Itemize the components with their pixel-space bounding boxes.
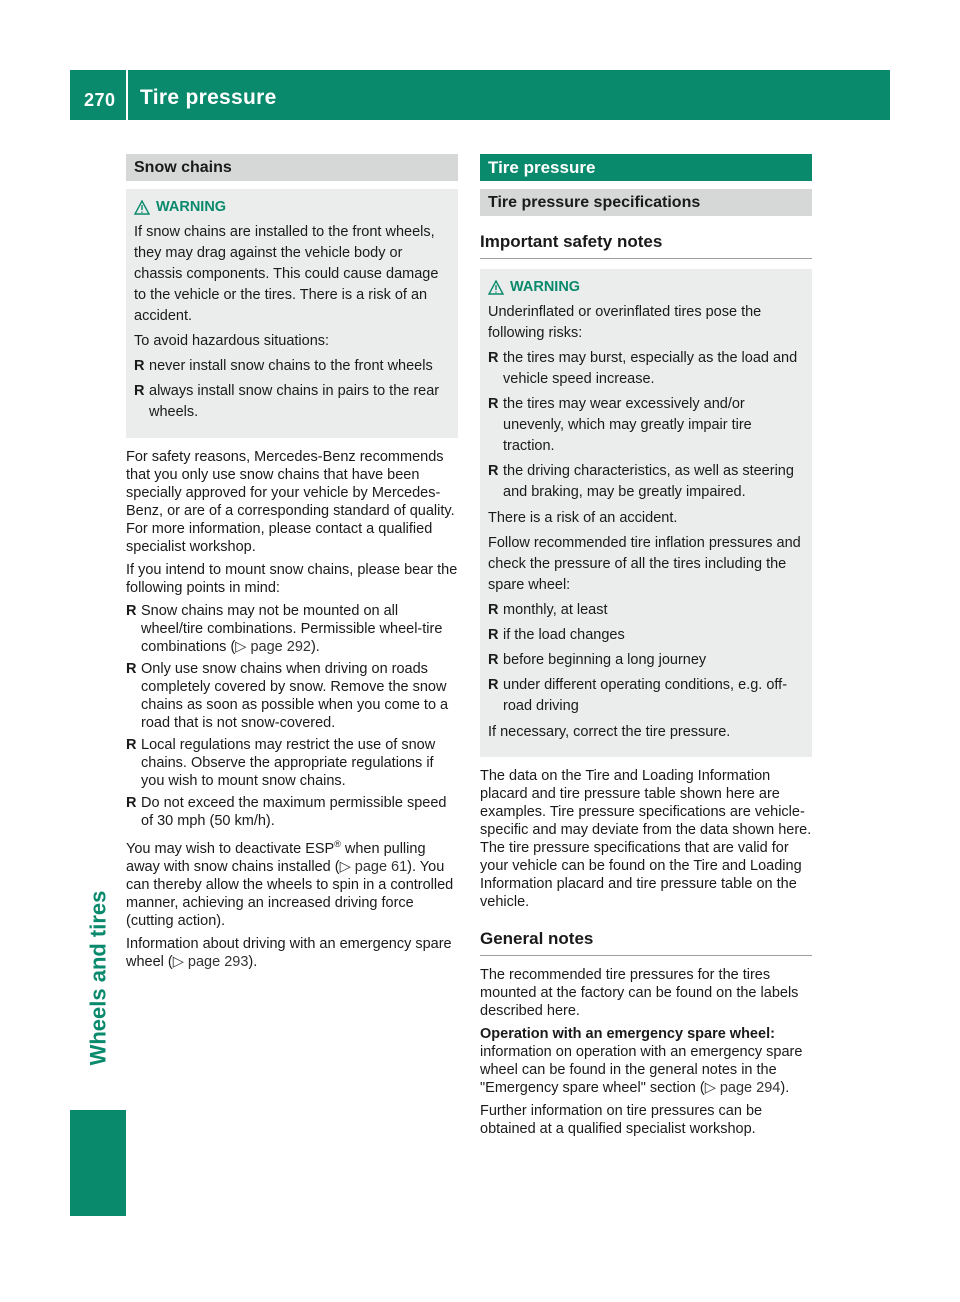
page-number: 270 (84, 90, 116, 110)
list-item: R the tires may wear excessively and/or unevenly, which may greatly impair tire traction. (488, 396, 752, 454)
page-title: Tire pressure (140, 86, 277, 109)
list-item: R Only use snow chains when driving on roads completely covered by snow. Remove the snow chains as soon as possible when you come to a road that is not snow-covered. (126, 661, 449, 731)
body-paragraph: Information about driving with an emergency spare wheel (▷ page 293). (126, 935, 452, 970)
warning-heading (134, 197, 450, 218)
left-column (126, 154, 458, 976)
warning-list (488, 348, 804, 503)
warning-text: Follow recommended tire inflation pressures and check the pressure of all the tires including the spare wheel: (488, 535, 801, 593)
body-paragraph: Operation with an emergency spare wheel: information on operation with an emergency spare wheel can be found in the general notes in the "Emergency spare wheel" section (▷ page 294). (480, 1026, 803, 1096)
warning-text: To avoid hazardous situations: (134, 333, 330, 349)
warning-text: If snow chains are installed to the front wheels, they may drag against the vehicle body or chassis components. This could cause damage to the vehicle or the tires. There is a risk of an accident. (134, 224, 439, 324)
chapter-tab (70, 1110, 126, 1216)
warning-text: There is a risk of an accident. (488, 510, 678, 526)
heading-important-safety-notes: Important safety notes (480, 224, 812, 259)
page-reference-link[interactable]: ▷ page 293 (172, 953, 249, 970)
section-title-tire-pressure: Tire pressure (480, 154, 812, 181)
page-reference-link[interactable]: ▷ page 61 (339, 858, 408, 875)
list-item: R before beginning a long journey (488, 652, 707, 668)
list-item: R never install snow chains to the front wheels (134, 358, 433, 374)
subsection-title-specifications: Tire pressure specifications (480, 189, 812, 216)
list-item: R Local regulations may restrict the use of snow chains. Observe the appropriate regulations if you wish to mount snow chains. (126, 737, 436, 789)
body-paragraph: The recommended tire pressures for the tires mounted at the factory can be found on the labels described here. (480, 967, 799, 1019)
list-item: R always install snow chains in pairs to the rear wheels. (134, 383, 440, 420)
section-title-snow-chains: Snow chains (126, 154, 458, 181)
chapter-side-label (80, 858, 116, 1098)
list-item: R Snow chains may not be mounted on all wheel/tire combinations. Permissible wheel-tire combinations (▷ page 292). (126, 603, 443, 655)
list-item: R the tires may burst, especially as the load and vehicle speed increase. (488, 350, 798, 387)
warning-text: If necessary, correct the tire pressure. (488, 724, 731, 740)
heading-general-notes: General notes (480, 921, 812, 956)
list-item: R under different operating conditions, e.g. off-road driving (488, 677, 788, 714)
body-paragraph: Further information on tire pressures can be obtained at a qualified specialist workshop. (480, 1103, 763, 1137)
list-item: R the driving characteristics, as well as steering and braking, may be greatly impaired. (488, 463, 794, 500)
body-paragraph: For safety reasons, Mercedes-Benz recommends that you only use snow chains that have been specially approved for your vehicle by Mercedes-Benz, or are of a corresponding standard of quality. For more information, please contact a qualified specialist workshop. (126, 449, 455, 555)
warning-list (134, 356, 450, 423)
warning-label: WARNING (510, 279, 581, 295)
points-list (126, 602, 458, 830)
page-reference-link[interactable]: ▷ page 294 (704, 1080, 781, 1096)
list-item: R if the load changes (488, 627, 625, 643)
body-paragraph: The data on the Tire and Loading Information placard and tire pressure table shown here are examples. Tire pressure specifications are vehicle-specific and may deviate from the data shown here. The tire pressure specifications that are valid for your vehicle can be found on the Tire and Loading Information placard and tire pressure table on the vehicle. (480, 768, 812, 910)
warning-triangle-icon (488, 280, 504, 295)
right-column (480, 154, 812, 1143)
warning-box-snow-chains (126, 189, 458, 438)
header-divider (126, 70, 128, 120)
warning-heading (488, 277, 804, 298)
body-paragraph: You may wish to deactivate ESP® when pulling away with snow chains installed (▷ page 61). You can thereby allow the wheels to spin in a controlled manner, achieving an increased driving force (cutting action). (126, 839, 454, 929)
page-reference-link[interactable]: ▷ page 292 (235, 639, 311, 655)
list-item: R Do not exceed the maximum permissible speed of 30 mph (50 km/h). (126, 795, 447, 829)
chapter-side-label-text: Wheels and tires (85, 890, 110, 1066)
body-paragraph: If you intend to mount snow chains, please bear the following points in mind: (126, 562, 458, 596)
warning-text: Underinflated or overinflated tires pose the following risks: (488, 304, 762, 341)
list-item: R monthly, at least (488, 602, 608, 618)
warning-triangle-icon (134, 200, 150, 215)
warning-box-tire-pressure (480, 269, 812, 757)
warning-label: WARNING (156, 199, 227, 215)
warning-list (488, 600, 804, 717)
page-header (70, 70, 890, 120)
